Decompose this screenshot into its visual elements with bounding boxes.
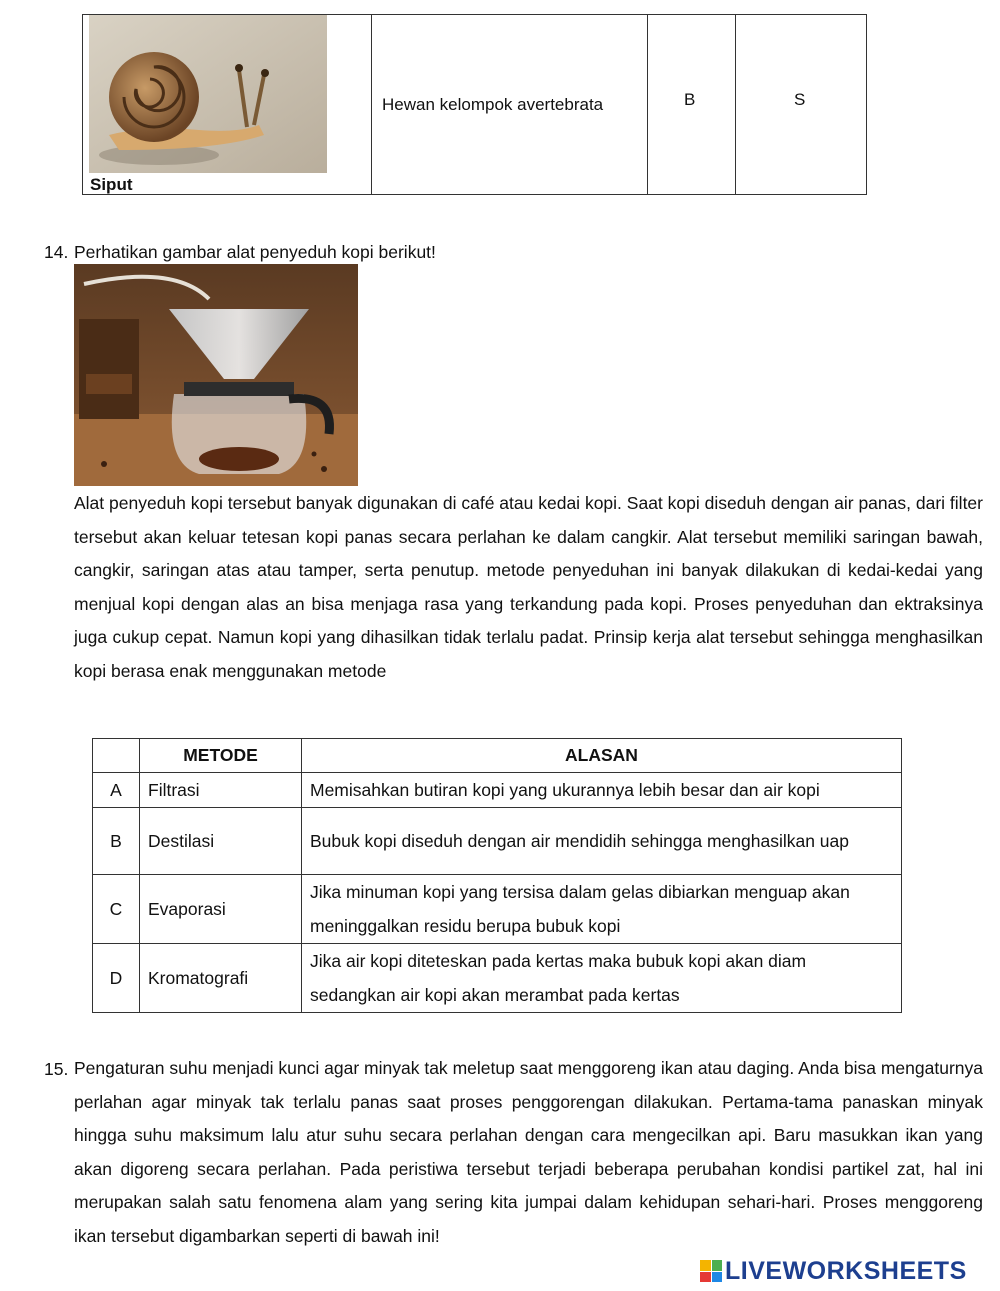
table-divider bbox=[647, 15, 648, 194]
method-reason: Jika air kopi diteteskan pada kertas maka bubuk kopi akan diam sedangkan air kopi akan merambat pada kertas bbox=[302, 944, 902, 1013]
method-table bbox=[92, 738, 902, 1013]
liveworksheets-logo bbox=[700, 1258, 967, 1284]
table-row[interactable] bbox=[93, 944, 902, 1013]
option-letter: C bbox=[93, 875, 140, 944]
coffee-dripper-image bbox=[74, 264, 358, 486]
header-letter bbox=[93, 739, 140, 773]
animal-name-label: Siput bbox=[90, 175, 133, 194]
table-row[interactable] bbox=[93, 875, 902, 944]
table-row[interactable] bbox=[93, 773, 902, 808]
method-reason: Jika minuman kopi yang tersisa dalam gelas dibiarkan menguap akan meninggalkan residu berupa bubuk kopi bbox=[302, 875, 902, 944]
table-row[interactable] bbox=[93, 808, 902, 875]
question-14-paragraph: Alat penyeduh kopi tersebut banyak digunakan di café atau kedai kopi. Saat kopi diseduh dengan air panas, dari filter tersebut akan keluar tetesan kopi panas secara perlahan ke dalam cangkir. Alat tersebut memiliki saringan bawah, cangkir, saringan atas atau tamper, serta penutup. metode penyeduhan ini banyak dilakukan di kedai-kedai yang menjual kopi dengan alas an bisa menjaga rasa yang terkandung pada kopi. Proses penyeduhan dan ektraksinya juga cukup cepat. Namun kopi yang dihasilkan tidak terlalu padat. Prinsip kerja alat tersebut sehingga menghasilkan kopi berasa enak menggunakan metode bbox=[74, 493, 983, 681]
table-divider bbox=[735, 15, 736, 194]
header-method: METODE bbox=[140, 739, 302, 773]
snail-image bbox=[89, 15, 327, 173]
option-letter: B bbox=[93, 808, 140, 875]
liveworksheets-logo-icon bbox=[700, 1260, 722, 1282]
table-header-row bbox=[93, 739, 902, 773]
classification-table-row bbox=[82, 14, 867, 195]
option-s-cell[interactable]: S bbox=[794, 90, 806, 109]
method-reason: Memisahkan butiran kopi yang ukurannya lebih besar dan air kopi bbox=[302, 773, 902, 808]
header-reason: ALASAN bbox=[302, 739, 902, 773]
question-15-number: 15. bbox=[44, 1059, 69, 1079]
method-reason: Bubuk kopi diseduh dengan air mendidih sehingga menghasilkan uap bbox=[302, 808, 902, 875]
table-divider bbox=[371, 15, 372, 194]
method-name: Filtrasi bbox=[140, 773, 302, 808]
method-name: Kromatografi bbox=[140, 944, 302, 1013]
question-14-number: 14. bbox=[44, 242, 69, 262]
option-b-cell[interactable]: B bbox=[684, 90, 696, 109]
question-14-prompt: Perhatikan gambar alat penyeduh kopi berikut! bbox=[74, 242, 436, 262]
method-name: Evaporasi bbox=[140, 875, 302, 944]
option-letter: D bbox=[93, 944, 140, 1013]
option-letter: A bbox=[93, 773, 140, 808]
liveworksheets-logo-text: LIVEWORKSHEETS bbox=[725, 1256, 967, 1285]
method-name: Destilasi bbox=[140, 808, 302, 875]
question-15-paragraph: Pengaturan suhu menjadi kunci agar minyak tak meletup saat menggoreng ikan atau daging. Anda bisa mengaturnya perlahan agar minyak tak terlalu panas saat proses penggorengan dilakukan. Pertama-tama panaskan minyak hingga suhu maksimum lalu atur suhu secara perlahan dengan cara mengecilkan api. Baru masukkan ikan yang akan digoreng secara perlahan. Pada peristiwa tersebut terjadi beberapa perubahan kondisi partikel zat, hal ini merupakan salah satu fenomena alam yang sering kita jumpai dalam kehidupan sehari-hari. Proses menggoreng ikan tersebut digambarkan seperti di bawah ini! bbox=[74, 1058, 983, 1246]
animal-description: Hewan kelompok avertebrata bbox=[382, 95, 604, 114]
